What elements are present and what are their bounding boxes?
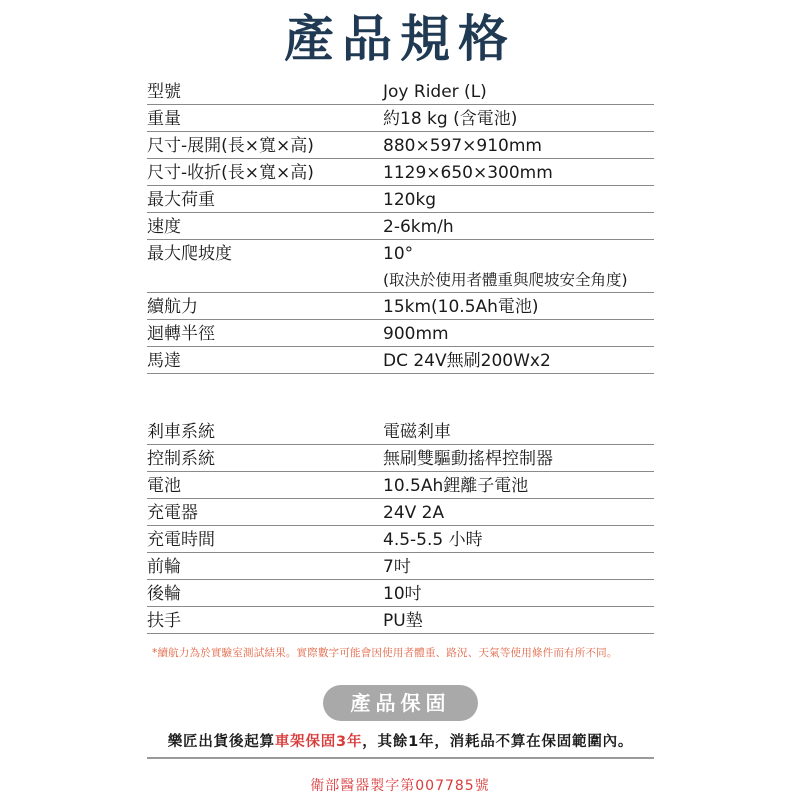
spec-row	[147, 159, 654, 186]
spec-value: 10.5Ah鋰離子電池	[383, 476, 529, 496]
warranty-badge: 產品保固	[323, 685, 478, 721]
spec-label: 型號	[147, 82, 181, 102]
spec-label: 速度	[147, 217, 181, 237]
license-number: 衛部醫器製字第007785號	[310, 778, 490, 794]
spec-label: 尺寸-收折(長×寬×高)	[147, 163, 314, 183]
spec-row	[147, 580, 654, 607]
spec-label: 後輪	[147, 584, 181, 604]
spec-label: 扶手	[147, 611, 181, 631]
spec-row	[147, 132, 654, 159]
spec-label: 電池	[147, 476, 181, 496]
spec-row	[147, 213, 654, 240]
spec-value-note: (取決於使用者體重與爬坡安全角度)	[383, 271, 628, 289]
page-title: 產品規格	[284, 9, 516, 68]
spec-value: 1129×650×300mm	[383, 163, 553, 183]
spec-row	[147, 418, 654, 445]
spec-row	[147, 526, 654, 553]
spec-value: 約18 kg (含電池)	[383, 109, 518, 129]
spec-row	[147, 607, 654, 634]
spec-row	[147, 105, 654, 132]
spec-value: 2-6km/h	[383, 217, 454, 237]
spec-value: 900mm	[383, 324, 449, 344]
spec-row	[147, 553, 654, 580]
warranty-highlight: 車架保固3年	[274, 734, 363, 750]
spec-table-main	[147, 78, 654, 374]
footnote: *續航力為於實驗室測試結果。實際數字可能會因使用者體重、路況、天氣等使用條件而有所不同。	[152, 647, 618, 659]
warranty-text-after: ，其餘1年，消耗品不算在保固範圍內。	[362, 734, 634, 750]
spec-value: 4.5-5.5 小時	[383, 530, 483, 550]
warranty-text-before: 樂匠出貨後起算	[167, 734, 275, 750]
spec-value: 880×597×910mm	[383, 136, 542, 156]
spec-label: 最大爬坡度	[147, 244, 232, 264]
spec-value: 電磁剎車	[383, 422, 451, 442]
spec-label: 剎車系統	[147, 422, 215, 442]
spec-row	[147, 293, 654, 320]
spec-label: 控制系統	[147, 449, 215, 469]
spec-value: 24V 2A	[383, 503, 445, 523]
spec-row	[147, 240, 654, 293]
spec-label: 充電時間	[147, 530, 215, 550]
spec-value: 120kg	[383, 190, 437, 210]
spec-row	[147, 499, 654, 526]
spec-value: 10°	[383, 244, 414, 264]
spec-row	[147, 78, 654, 105]
spec-value: 7吋	[383, 557, 411, 577]
spec-value: 10吋	[383, 584, 422, 604]
spec-value: 15km(10.5Ah電池)	[383, 297, 539, 317]
spec-row	[147, 347, 654, 374]
spec-label: 尺寸-展開(長×寬×高)	[147, 136, 314, 156]
spec-value: DC 24V無刷200Wx2	[383, 351, 551, 371]
spec-value: 無刷雙驅動搖桿控制器	[383, 449, 553, 469]
spec-row	[147, 445, 654, 472]
spec-value: PU墊	[383, 611, 423, 631]
spec-value: Joy Rider (L)	[383, 82, 487, 102]
spec-row	[147, 320, 654, 347]
spec-label: 馬達	[147, 351, 181, 371]
spec-label: 充電器	[147, 503, 198, 523]
spec-table-secondary	[147, 418, 654, 634]
spec-row	[147, 472, 654, 499]
spec-label: 前輪	[147, 557, 181, 577]
spec-label: 最大荷重	[147, 190, 215, 210]
spec-label: 續航力	[147, 297, 198, 317]
spec-label: 重量	[147, 109, 181, 129]
spec-row	[147, 186, 654, 213]
warranty-statement	[147, 730, 654, 759]
spec-label: 迴轉半徑	[147, 324, 215, 344]
